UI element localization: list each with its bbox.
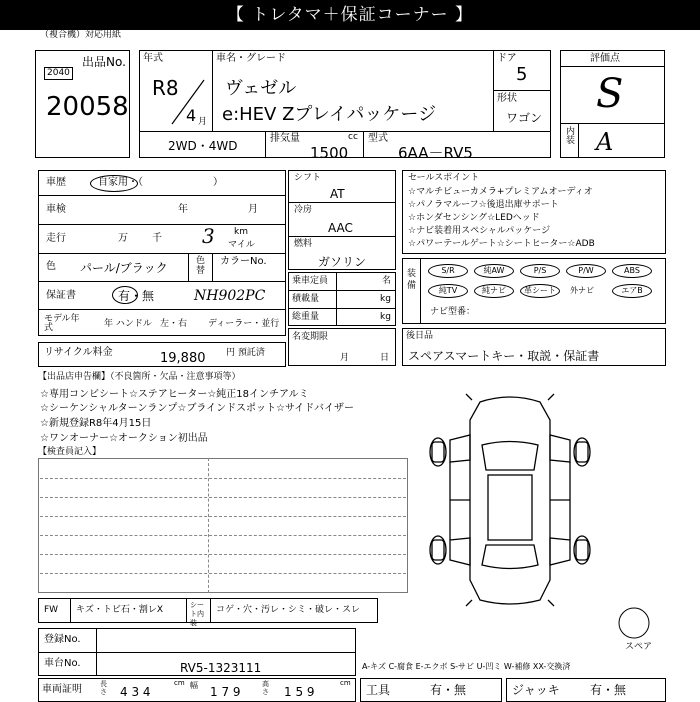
windshield	[482, 442, 538, 471]
color-change-label: 色替	[196, 256, 206, 276]
fuel-value: ガソリン	[318, 255, 367, 269]
drive-type: 2WD・4WD	[168, 139, 238, 153]
recycle-unit: 円 預託済	[226, 348, 265, 358]
aircon-value: AAC	[328, 221, 353, 235]
month-unit: 月	[198, 117, 208, 127]
model-code-value: 6AA－RV5	[398, 144, 473, 162]
name-change-day: 日	[380, 353, 390, 363]
sales-point-5: ☆パワーテールゲート☆シートヒーター☆ADB	[408, 239, 595, 249]
inspector-label: 【検査員記入】	[38, 447, 102, 457]
lot-number: 20058	[46, 92, 129, 122]
lot-stamp: 2040	[44, 67, 73, 80]
score-label: 評価点	[590, 53, 620, 64]
warranty-value: 有・無	[118, 289, 155, 303]
seat-label: シート内装	[190, 601, 204, 627]
declaration-label: 【出品店申告欄】（不良箇所・欠品・注意事項等）	[38, 372, 241, 382]
shape-value: ワゴン	[506, 111, 543, 125]
mileage-label: 走行	[46, 233, 66, 244]
equip-navi: 純ナビ	[474, 284, 514, 298]
history-circle	[90, 175, 138, 192]
recycle-value: 19,880	[160, 351, 206, 366]
score-value: S	[596, 71, 624, 117]
model-grade: e:HEV Zプレイパッケージ	[222, 104, 437, 125]
jack-value: 有・無	[590, 683, 627, 697]
fw-value: キズ・トビ石・割レX	[76, 605, 163, 615]
name-change-month: 月	[340, 353, 350, 363]
inspection-year: 年	[178, 204, 188, 215]
displacement-label: 排気量	[270, 133, 300, 144]
model-year-label: モデル年式	[44, 314, 80, 333]
tools-label: 工具	[366, 683, 391, 697]
declaration-1: ☆専用コンビシート☆ステアヒーター☆純正18インチアルミ	[40, 389, 309, 400]
month-value: 4	[186, 106, 197, 125]
aircon-label: 冷房	[294, 205, 313, 215]
handle-label: 年 ハンドル	[104, 319, 152, 329]
equip-pw: P/W	[566, 264, 606, 278]
tools-value: 有・無	[430, 683, 467, 697]
registration-label: 登録No.	[44, 634, 81, 645]
year-label: 年式	[143, 53, 163, 64]
history-value: 自家用・（ ）	[98, 177, 223, 188]
equip-ext-navi: 外ナビ	[570, 286, 594, 295]
doors-label: ドア	[497, 53, 517, 64]
load-unit: kg	[380, 294, 391, 304]
height-value: 1 5 9	[284, 685, 315, 699]
history-label: 車歴	[46, 177, 66, 188]
left-front-fender	[450, 435, 470, 462]
right-front-fender	[550, 435, 570, 462]
sales-point-4: ☆ナビ装着用スペシャルパッケージ	[408, 226, 551, 236]
chassis-label: 車台No.	[44, 658, 81, 669]
lot-label: 出品No.	[82, 55, 126, 69]
handle-value: 左・右	[160, 319, 188, 329]
year-value: R8	[152, 76, 179, 100]
chassis-value: RV5-1323111	[180, 661, 262, 675]
model-label: 車名・グレード	[216, 53, 286, 64]
fw-label: FW	[44, 605, 59, 615]
fuel-label: 燃料	[294, 239, 313, 249]
interior-label: 内装	[566, 127, 576, 146]
displacement-value: 1500	[310, 144, 349, 162]
model-code-label: 型式	[368, 133, 388, 144]
left-rear-fender	[450, 538, 470, 565]
equip-leather: 革シート	[520, 284, 560, 298]
equip-ps: P/S	[520, 264, 560, 278]
after-items-value: スペアスマートキー・取説・保証書	[408, 349, 600, 363]
sales-point-1: ☆マルチビューカメラ+プレミアムオーディオ	[408, 187, 593, 197]
jack-label: ジャッキ	[512, 683, 560, 697]
width-value: 1 7 9	[210, 685, 241, 699]
dims-label: 車両証明	[42, 684, 82, 695]
damage-legend: A-キズ C-腐食 E-エクボ S-サビ U-凹ミ W-補修 XX-交換済	[362, 662, 571, 671]
after-items-label: 後日品	[406, 331, 434, 341]
sales-point-2: ☆パノラマルーフ☆後退出庫サポート	[408, 200, 559, 210]
car-body	[470, 397, 550, 604]
length-unit: cm	[174, 679, 185, 687]
declaration-2: ☆シーケンシャルターンランプ☆ブラインドスポット☆サイドバイザー	[40, 403, 355, 414]
height-unit: cm	[340, 679, 351, 687]
dealer-value: ディーラー・並行	[208, 319, 280, 329]
shape-label: 形状	[497, 93, 517, 104]
color-no-value: NH902PC	[194, 288, 266, 304]
mileage-value: 3	[202, 224, 215, 248]
spare-tire-icon	[617, 606, 651, 640]
warranty-circle	[112, 286, 138, 304]
mileage-man: 万	[118, 233, 128, 244]
sales-points-label: セールスポイント	[408, 173, 480, 183]
navi-model-label: ナビ型番：	[430, 307, 476, 317]
form-subtitle: （複合機）対応用紙	[40, 30, 122, 40]
equipment-label: 装備	[407, 269, 417, 291]
recycle-label: リサイクル料金	[44, 347, 113, 358]
warranty-label: 保証書	[46, 290, 76, 301]
roof	[488, 475, 532, 540]
banner-title: 【 トレタマ＋保証コーナー 】	[0, 0, 700, 30]
sales-point-3: ☆ホンダセンシング☆LEDヘッド	[408, 213, 540, 223]
height-label: 高さ	[262, 680, 269, 696]
mileage-sen: 千	[152, 233, 162, 244]
seat-value: コゲ・穴・汚レ・シミ・破レ・スレ	[216, 605, 361, 615]
load-label: 積載量	[292, 294, 320, 304]
declaration-4: ☆ワンオーナー☆オークション初出品	[40, 433, 208, 444]
equip-sr: S/R	[428, 264, 468, 278]
spare-label: スペア	[625, 642, 653, 652]
shift-label: シフト	[294, 173, 322, 183]
equip-tv: 純TV	[428, 284, 468, 298]
color-label: 色	[46, 261, 56, 272]
length-value: 4 3 4	[120, 685, 151, 699]
inspection-label: 車検	[46, 204, 66, 215]
length-label: 長さ	[100, 680, 107, 696]
width-label: 幅	[190, 681, 198, 690]
mileage-mile: マイル	[228, 240, 255, 250]
doors-value: 5	[516, 64, 528, 85]
capacity-label: 乗車定員	[292, 276, 329, 286]
equip-airbag: エアB	[612, 284, 652, 298]
shift-value: AT	[330, 187, 345, 201]
color-value: パール/ブラック	[80, 261, 168, 275]
weight-unit: kg	[380, 312, 391, 322]
rear-window	[482, 545, 538, 569]
displacement-unit: cc	[348, 132, 358, 142]
model-name: ヴェゼル	[225, 78, 297, 99]
interior-value: A	[596, 128, 614, 156]
right-rear-fender	[550, 538, 570, 565]
capacity-unit: 名	[382, 276, 392, 286]
name-change-label: 名変期限	[292, 332, 329, 342]
weight-label: 総重量	[292, 312, 320, 322]
inspection-month: 月	[248, 204, 258, 215]
declaration-3: ☆新規登録R8年4月15日	[40, 418, 152, 429]
color-no-label: カラーNo.	[220, 256, 267, 267]
mileage-km: km	[234, 227, 248, 237]
equip-aw: 純AW	[474, 264, 514, 278]
car-diagram	[420, 390, 600, 610]
equip-abs: ABS	[612, 264, 652, 278]
